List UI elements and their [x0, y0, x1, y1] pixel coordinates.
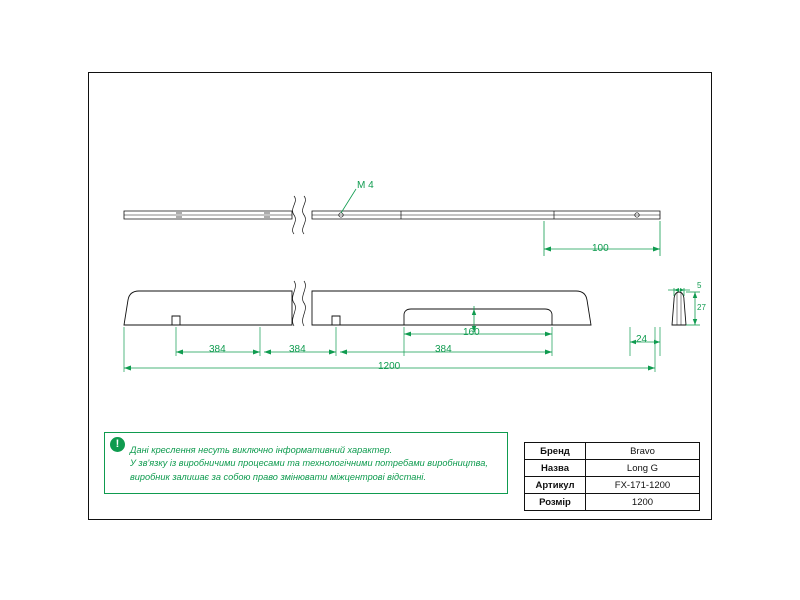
- title-block: [524, 442, 700, 511]
- disclaimer-line-3: виробник залишає за собою право змінювати міжцентрові відстані.: [130, 471, 427, 482]
- dim-label-27: 27: [697, 303, 706, 312]
- table-row: [525, 494, 700, 511]
- table-row: [525, 443, 700, 460]
- table-row: [525, 477, 700, 494]
- titleblock-value-article: FX-171-1200: [586, 477, 700, 494]
- dim-label-24: 24: [636, 334, 648, 345]
- disclaimer-line-1: Дані креслення несуть виключно інформативний характер.: [130, 445, 393, 455]
- thread-leader: [341, 189, 356, 213]
- exclamation-icon: !: [110, 437, 125, 452]
- dim-label-384-1: 384: [209, 344, 226, 355]
- dim-label-5: 5: [697, 281, 702, 290]
- front-view-handle: [124, 291, 591, 325]
- titleblock-value-size: 1200: [586, 494, 700, 511]
- titleblock-label-brand: Бренд: [525, 443, 586, 460]
- titleblock-label-size: Розмір: [525, 494, 586, 511]
- dim-label-thread: M 4: [357, 180, 374, 191]
- side-view-profile: [672, 292, 686, 325]
- dim-label-100: 100: [592, 243, 609, 254]
- dim-label-384-2: 384: [289, 344, 306, 355]
- dim-label-1200: 1200: [378, 361, 401, 372]
- titleblock-label-article: Артикул: [525, 477, 586, 494]
- titleblock-value-brand: Bravo: [586, 443, 700, 460]
- disclaimer-text: [130, 444, 504, 484]
- titleblock-value-name: Long G: [586, 460, 700, 477]
- disclaimer-line-2: У зв'язку із виробничими процесами та технологічними потребами виробництва,: [130, 458, 488, 469]
- top-view-rod: [124, 211, 660, 219]
- dim-label-384-3: 384: [435, 344, 452, 355]
- table-row: [525, 460, 700, 477]
- dim-label-160: 160: [463, 327, 480, 338]
- break-line-front: [293, 281, 306, 326]
- break-line-top: [293, 196, 306, 234]
- titleblock-label-name: Назва: [525, 460, 586, 477]
